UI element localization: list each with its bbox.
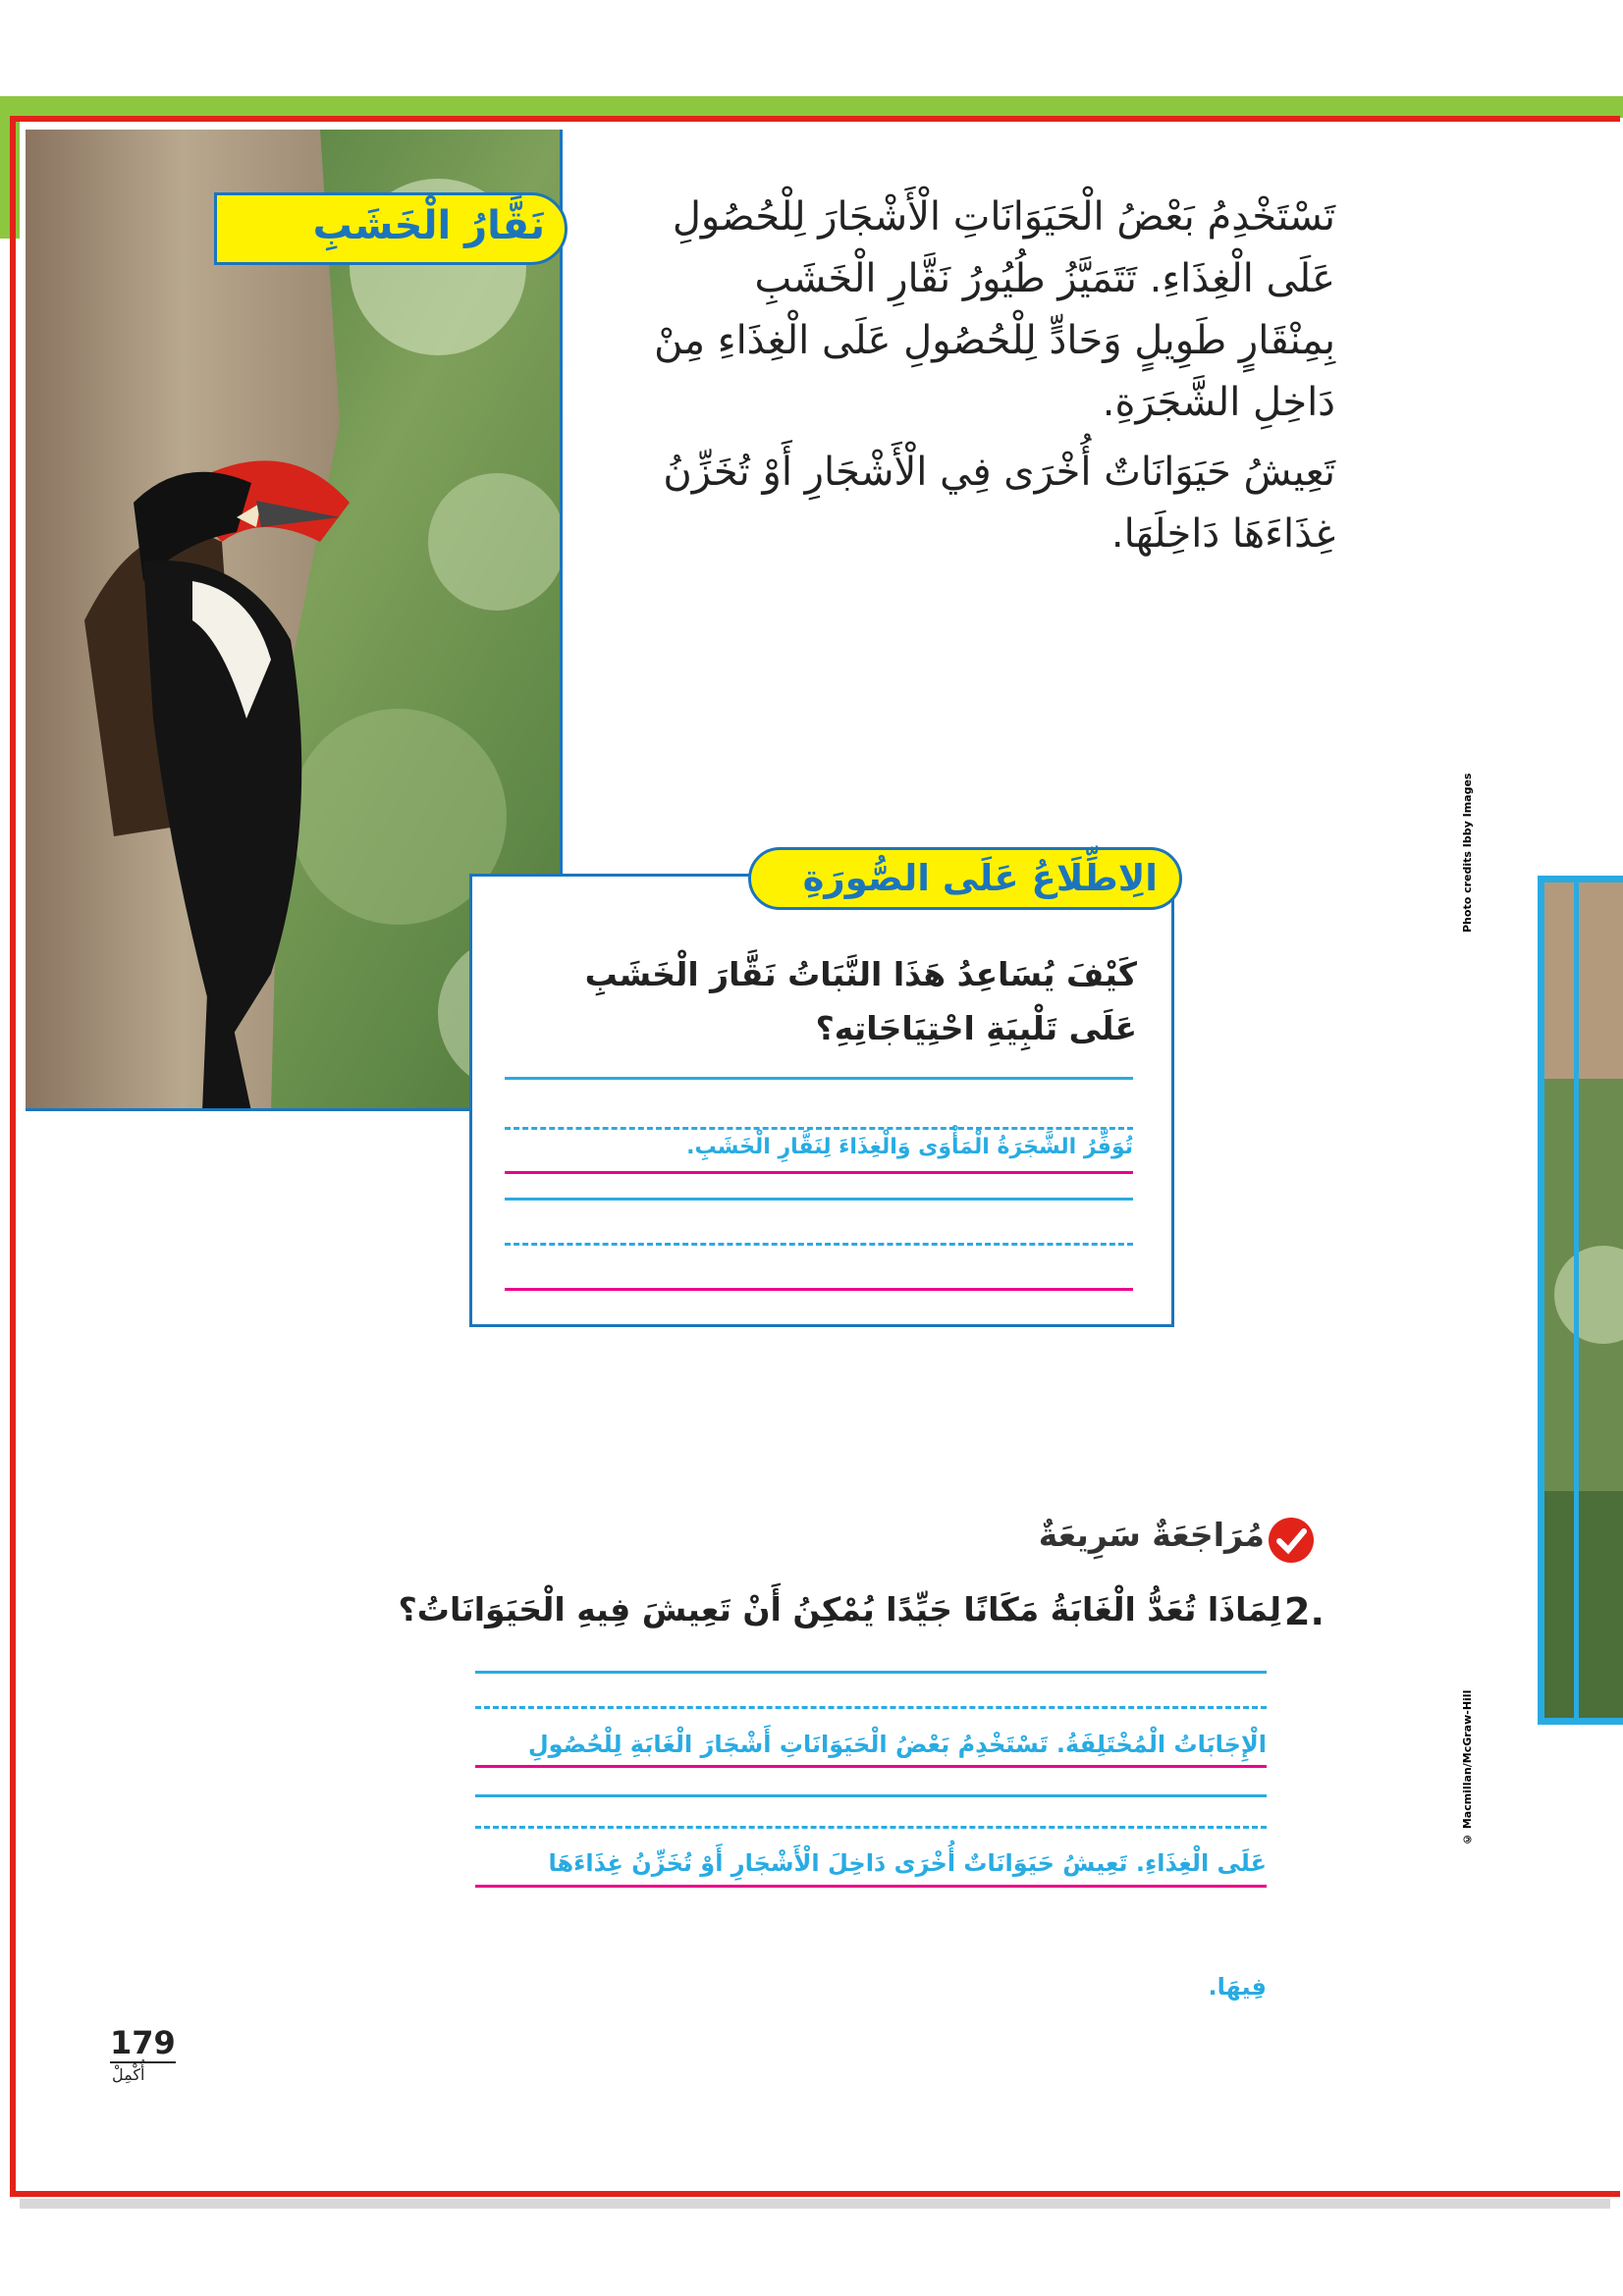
quick-review-title: مُرَاجَعَةٌ سَرِيعَةٌ [1038,1516,1265,1554]
review-answer-line-2[interactable]: عَلَى الْغِذَاءِ. تَعِيشُ حَيَوَانَاتٌ أُخْرَى دَاخِلَ الْأَشْجَارِ أَوْ تُخَزِّنُ غِذَاءَهَا [548,1849,1267,1877]
review-answer-line-3[interactable]: فِيهَا. [1208,1973,1267,2001]
top-green-band [0,96,1623,118]
look-at-picture-tab [748,847,1182,910]
question-number: 2. [1284,1590,1325,1633]
answer-line [475,1671,1267,1674]
look-at-picture-box [469,874,1174,1327]
next-page-photo-frame [1574,882,1623,1718]
photo-credit: Photo credits Ibby Images [1461,773,1474,933]
continue-label: أُكْمِلْ [112,2065,145,2084]
look-answer-field[interactable]: تُوَفِّرُ الشَّجَرَةُ الْمَأْوَى وَالْغِذَاءَ لِنَقَّارِ الْخَشَبِ. [686,1135,1133,1159]
answer-line [505,1243,1133,1246]
review-answer-line-1[interactable]: الْإِجَابَاتُ الْمُخْتَلِفَةُ. تَسْتَخْدِمُ بَعْضُ الْحَيَوَانَاتِ أَشْجَارَ الْغَابَةِ لِلْحُصُولِ [527,1731,1267,1758]
page-bottom-shadow [20,2199,1610,2209]
review-question: لِمَاذَا تُعَدُّ الْغَابَةُ مَكَانًا جَيِّدًا يُمْكِنُ أَنْ تَعِيشَ فِيهِ الْحَيَوَانَاتُ؟ [398,1590,1281,1629]
answer-line [505,1127,1133,1130]
answer-line [475,1885,1267,1888]
next-page-photo [1538,876,1623,1725]
check-icon [1269,1518,1314,1563]
answer-line [505,1171,1133,1174]
intro-paragraph-1: تَسْتَخْدِمُ بَعْضُ الْحَيَوَانَاتِ الْأَشْجَارَ لِلْحُصُولِ عَلَى الْغِذَاءِ. تَتَمَيَّزُ طُيُورُ نَقَّارِ الْخَشَبِ بِمِنْقَارٍ طَوِيلٍ وَحَادٍّ لِلْحُصُولِ عَلَى الْغِذَاءِ مِنْ دَاخِلِ الشَّجَرَةِ. [654,194,1335,425]
answer-line [475,1765,1267,1768]
answer-line [475,1794,1267,1797]
answer-line [505,1077,1133,1080]
photo-caption [214,192,568,265]
intro-paragraph-2: تَعِيشُ حَيَوَانَاتٌ أُخْرَى فِي الْأَشْجَارِ أَوْ تُخَزِّنُ غِذَاءَهَا دَاخِلَهَا. [663,450,1335,557]
look-question: كَيْفَ يُسَاعِدُ هَذَا النَّبَاتُ نَقَّارَ الْخَشَبِ عَلَى تَلْبِيَةِ احْتِيَاجَاتِهِ؟ [584,955,1137,1047]
photo-caption-text: نَقَّارُ الْخَشَبِ [312,203,545,248]
answer-line [505,1198,1133,1201]
copyright-notice: © Macmillan/McGraw-Hill [1461,1689,1474,1845]
answer-line [505,1288,1133,1291]
look-at-picture-title: الِاطِّلَاعُ عَلَى الصُّورَةِ [802,857,1158,899]
page-number: 179 [110,2024,176,2061]
intro-text [648,187,1335,573]
answer-line [475,1706,1267,1709]
answer-line [475,1826,1267,1829]
